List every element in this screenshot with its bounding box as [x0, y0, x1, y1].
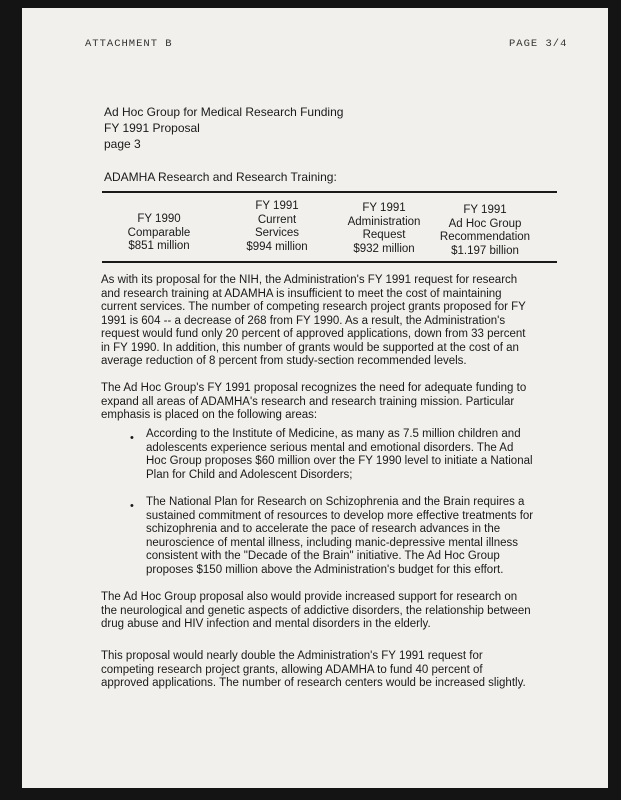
paragraph-2 [101, 382, 563, 423]
table-bottom-rule [102, 261, 557, 263]
text-line: sustained commitment of resources to develop more effective treatments for [146, 509, 534, 522]
text-line: The Ad Hoc Group's FY 1991 proposal recognizes the need for adequate funding to [101, 382, 527, 394]
text-line: drug abuse and HIV infection and mental disorders in the elderly. [101, 618, 431, 630]
table-cell: $1.197 billion [451, 244, 519, 257]
table-cell: Recommendation [439, 231, 531, 243]
text-line: Plan for Child and Adolescent Disorders; [146, 468, 353, 481]
text-line: neuroscience of mental illness, including manic-depressive mental illness [146, 536, 519, 549]
document-page [22, 8, 608, 788]
text-line: As with its proposal for the NIH, the Administration's FY 1991 request for research [101, 274, 518, 286]
text-line: emphasis is placed on the following areas: [101, 409, 318, 421]
text-line: approved applications. The number of research centers would be increased slightly. [101, 677, 526, 689]
table-cell: Request [362, 229, 406, 241]
table-cell: Administration [347, 215, 421, 228]
paragraph-1 [101, 274, 563, 369]
table-cell: $994 million [246, 240, 308, 253]
text-line: and research training at ADAMHA is insufficient to meet the cost of maintaining [101, 287, 502, 300]
text-line: expand all areas of ADAMHA's research and research training mission. Particular [101, 395, 515, 408]
text-line: schizophrenia and to accelerate the pace of research advances in the [146, 523, 501, 535]
bullet-icon: • [130, 500, 134, 512]
page-number: PAGE 3/4 [509, 38, 568, 50]
table-cell: Current [257, 213, 297, 226]
title-block [104, 104, 343, 152]
section-heading: ADAMHA Research and Research Training: [104, 170, 337, 184]
table-cell: FY 1991 [255, 200, 299, 212]
title-line-1: Ad Hoc Group for Medical Research Funding [104, 105, 344, 119]
table-cell: Comparable [127, 226, 191, 239]
text-line: According to the Institute of Medicine, as many as 7.5 million children and [146, 428, 521, 440]
table-cell: FY 1990 [137, 213, 181, 225]
text-line: Hoc Group proposes $60 million over the FY 1990 level to initiate a National [146, 455, 533, 467]
bullet-icon: • [130, 432, 134, 444]
title-line-2: FY 1991 Proposal [104, 121, 200, 135]
text-line: request would fund only 20 percent of approved applications, down from 33 percent [101, 328, 526, 340]
paragraph-4 [101, 650, 563, 691]
attachment-label: ATTACHMENT B [85, 38, 173, 50]
text-line: The Ad Hoc Group proposal also would provide increased support for research on [101, 591, 518, 603]
paragraph-3 [101, 591, 563, 632]
bullet-item-2 [146, 496, 566, 577]
text-line: competing research project grants, allowing ADAMHA to fund 40 percent of [101, 663, 483, 676]
table-cell: FY 1991 [463, 204, 507, 216]
text-line: consistent with the "Decade of the Brain" initiative. The Ad Hoc Group [146, 550, 500, 562]
text-line: adolescents experience serious mental and emotional disorders. The Ad [146, 441, 514, 454]
text-line: the neurological and genetic aspects of addictive disorders, the relationship between [101, 604, 531, 617]
bullet-item-1 [146, 428, 566, 482]
table-cell: FY 1991 [362, 202, 406, 214]
table-cell: Services [254, 227, 300, 239]
table-cell: Ad Hoc Group [448, 217, 522, 230]
table-col-current-services [232, 200, 322, 254]
table-top-rule [102, 191, 557, 193]
table-col-administration-request [334, 202, 434, 256]
table-col-ad-hoc-recommendation [427, 204, 543, 258]
text-line: 1991 is 604 -- a decrease of 268 from FY 1990. As a result, the Administration's [101, 314, 506, 327]
table-col-fy1990 [114, 213, 204, 254]
text-line: This proposal would nearly double the Administration's FY 1991 request for [101, 650, 483, 662]
text-line: in FY 1990. In addition, this number of grants would be supported at the cost of an [101, 341, 519, 354]
table-cell: $851 million [128, 240, 190, 252]
text-line: proposes $150 million above the Administration's budget for this effort. [146, 563, 504, 576]
text-line: average reduction of 8 percent from study-section recommended levels. [101, 355, 467, 367]
text-line: current services. The number of competing research project grants proposed for FY [101, 301, 526, 313]
table-cell: $932 million [353, 242, 415, 255]
title-line-3: page 3 [104, 137, 141, 151]
text-line: The National Plan for Research on Schizophrenia and the Brain requires a [146, 496, 525, 508]
